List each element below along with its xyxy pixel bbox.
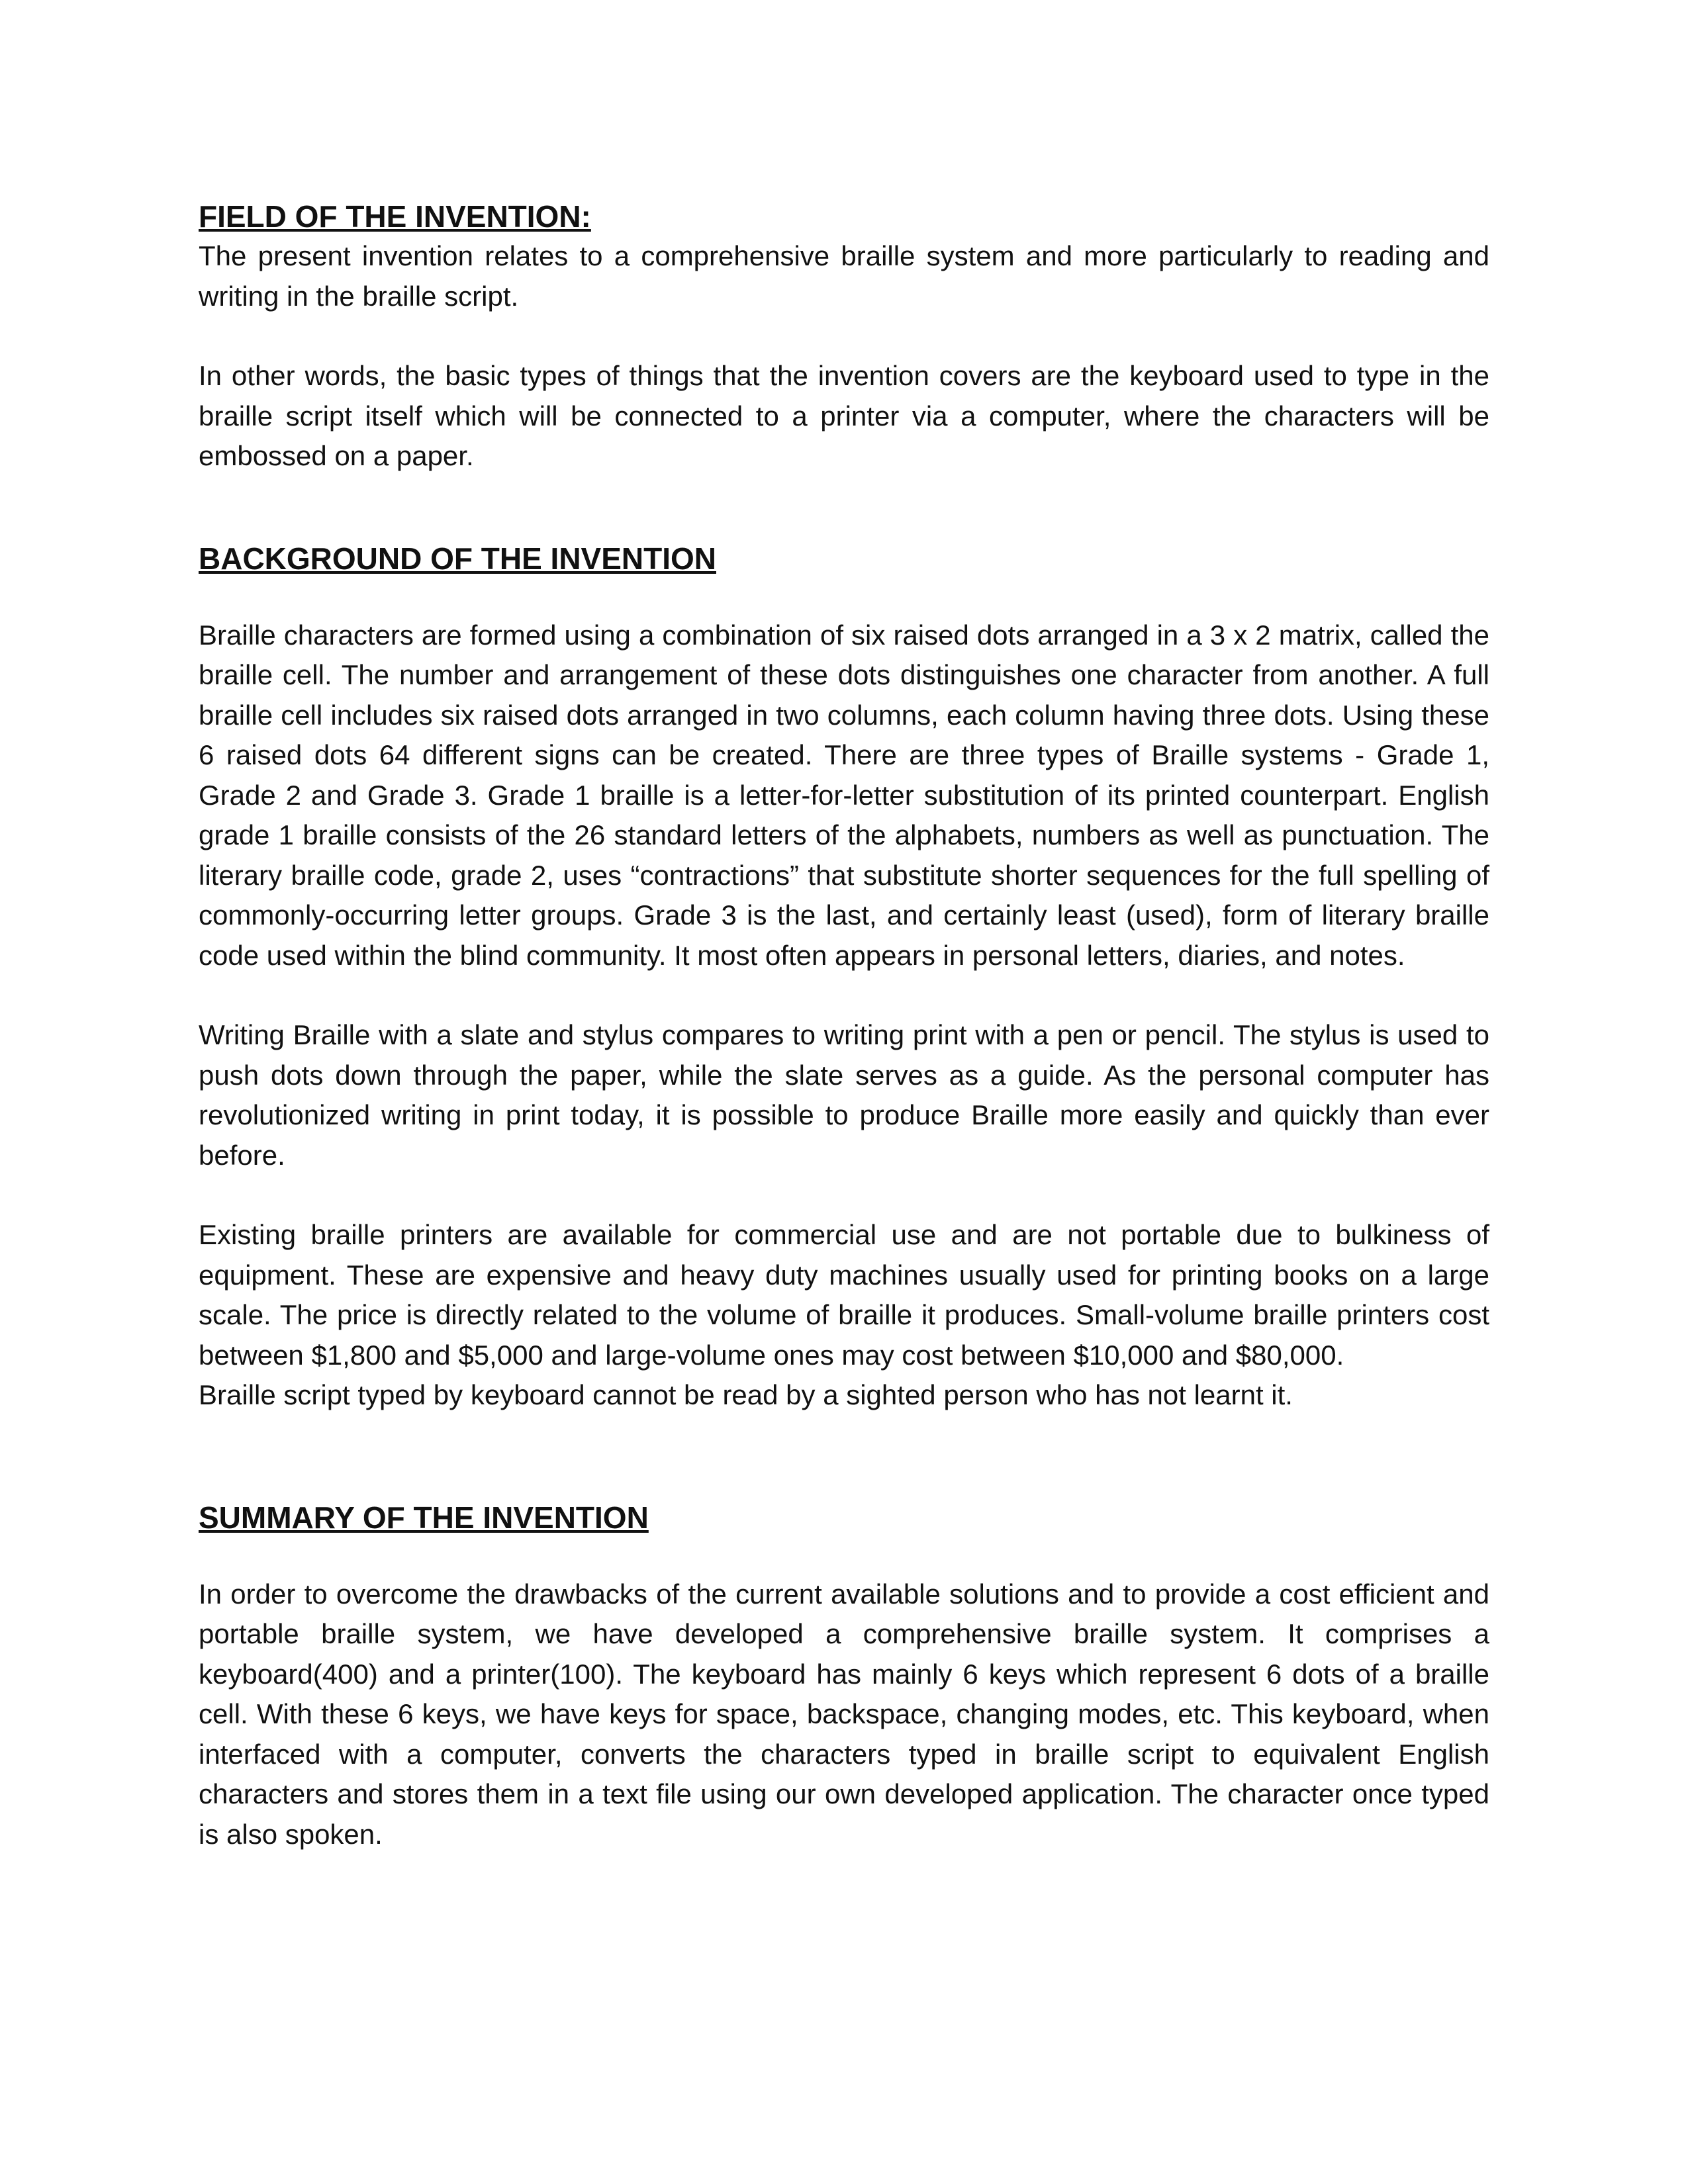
field-paragraph-2: In other words, the basic types of things that the invention covers are the keyboard used to type in the braille script itself which will be connected to a printer via a computer, where the characters will be embossed on a paper. xyxy=(199,360,1489,471)
field-paragraph-1: The present invention relates to a comprehensive braille system and more particularly to reading and writing in the braille script. xyxy=(199,240,1489,312)
background-paragraph-4: Braille script typed by keyboard cannot be read by a sighted person who has not learnt it. xyxy=(199,1379,1293,1410)
summary-paragraph-1: In order to overcome the drawbacks of the current available solutions and to provide a cost efficient and portable braille system, we have developed a comprehensive braille system. It comprises a keyboard(400) and a printer(100). The keyboard has mainly 6 keys which represent 6 dots of a braille cell. With these 6 keys, we have keys for space, backspace, changing modes, etc. This keyboard, when interfaced with a computer, converts the characters typed in braille script to equivalent English characters and stores them in a text file using our own developed application. The character once typed is also spoken. xyxy=(199,1578,1489,1850)
background-paragraph-1: Braille characters are formed using a combination of six raised dots arranged in a 3 x 2 matrix, called the braille cell. The number and arrangement of these dots distinguishes one character from another. A full braille cell includes six raised dots arranged in two columns, each column having three dots. Using these 6 raised dots 64 different signs can be created. There are three types of Braille systems - Grade 1, Grade 2 and Grade 3. Grade 1 braille is a letter-for-letter substitution of its printed counterpart. English grade 1 braille consists of the 26 standard letters of the alphabets, numbers as well as punctuation. The literary braille code, grade 2, uses “contractions” that substitute shorter sequences for the full spelling of commonly-occurring letter groups. Grade 3 is the last, and certainly least (used), form of literary braille code used within the blind community. It most often appears in personal letters, diaries, and notes. xyxy=(199,619,1489,971)
document-body xyxy=(199,197,1489,1854)
field-heading: FIELD OF THE INVENTION: xyxy=(199,199,591,234)
background-heading: BACKGROUND OF THE INVENTION xyxy=(199,541,716,576)
summary-heading: SUMMARY OF THE INVENTION xyxy=(199,1500,649,1535)
background-paragraph-2: Writing Braille with a slate and stylus compares to writing print with a pen or pencil. The stylus is used to push dots down through the paper, while the slate serves as a guide. As the personal computer has revolutionized writing in print today, it is possible to produce Braille more easily and quickly than ever before. xyxy=(199,1019,1489,1171)
background-paragraph-3: Existing braille printers are available for commercial use and are not portable due to bulkiness of equipment. These are expensive and heavy duty machines usually used for printing books on a large scale. The price is directly related to the volume of braille it produces. Small-volume braille printers cost between $1,800 and $5,000 and large-volume ones may cost between $10,000 and $80,000. xyxy=(199,1219,1489,1371)
